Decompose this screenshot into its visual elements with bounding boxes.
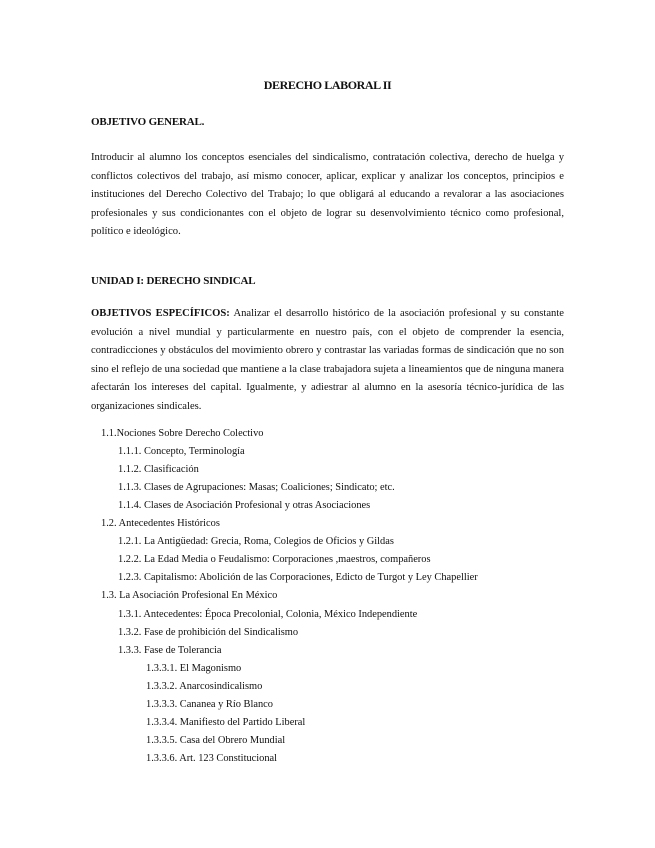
outline-item: 1.2. Antecedentes Históricos — [101, 518, 220, 530]
unidad-heading: UNIDAD I: DERECHO SINDICAL — [91, 275, 256, 287]
outline-item: 1.3.3. Fase de Tolerancia — [118, 644, 222, 656]
objetivo-general-heading: OBJETIVO GENERAL. — [91, 116, 205, 128]
outline-item: 1.1.2. Clasificación — [118, 464, 199, 476]
outline-item: 1.2.3. Capitalismo: Abolición de las Corporaciones, Edicto de Turgot y Ley Chapellier — [118, 572, 478, 584]
outline-item: 1.3. La Asociación Profesional En México — [101, 590, 278, 602]
outline-item: 1.3.3.6. Art. 123 Constitucional — [146, 752, 278, 764]
objetivos-especificos-label: OBJETIVOS ESPECÍFICOS: — [91, 308, 230, 319]
outline-item: 1.3.3.3. Cananea y Río Blanco — [146, 698, 273, 710]
outline-item: 1.1.4. Clases de Asociación Profesional y otras Asociaciones — [118, 500, 371, 512]
outline-item: 1.1.3. Clases de Agrupaciones: Masas; Coaliciones; Sindicato; etc. — [118, 482, 395, 494]
outline-item: 1.1.Nociones Sobre Derecho Colectivo — [101, 428, 264, 439]
outline-item: 1.3.3.4. Manifiesto del Partido Liberal — [146, 716, 306, 728]
outline-item: 1.1.1. Concepto, Terminología — [118, 446, 245, 458]
outline-item: 1.3.3.1. El Magonismo — [146, 662, 242, 674]
outline-item: 1.3.3.5. Casa del Obrero Mundial — [146, 734, 286, 746]
outline-item: 1.3.3.2. Anarcosindicalismo — [146, 680, 263, 692]
outline-item: 1.2.2. La Edad Media o Feudalismo: Corporaciones ,maestros, compañeros — [118, 554, 431, 566]
outline-item: 1.3.1. Antecedentes: Época Precolonial, Colonia, México Independiente — [118, 608, 418, 620]
outline-item: 1.3.2. Fase de prohibición del Sindicalismo — [118, 626, 299, 638]
objetivos-especificos-text: Analizar el desarrollo histórico de la asociación profesional y su constante evolución a nivel mundial y particularmente en nuestro país, con el objeto de comprender la esencia, contradicciones y obstáculos del movimiento obrero y contrastar las variadas formas de sindicación que no son sino el reflejo de una sociedad que mantiene a la clase trabajadora sujeta a lineamientos que de ninguna manera afectarán los intereses del capital. Igualmente, y adiestrar al alumno en la asesoría técnico-jurídica de las organizaciones sindicales. — [91, 308, 564, 412]
objetivo-general-text: Introducir al alumno los conceptos esenciales del sindicalismo, contratación colectiva, derecho de huelga y conflictos colectivos del trabajo, así mismo conocer, aplicar, explicar y analizar los conceptos, principios e instituciones del Derecho Colectivo del Trabajo; lo que obligará al educando a revalorar a las asociaciones profesionales y sus condicionantes con el objeto de lograr su desenvolvimiento técnico como profesional, político e ideológico. — [91, 152, 564, 238]
objetivos-especificos-paragraph — [91, 305, 564, 417]
document-title: DERECHO LABORAL II — [263, 78, 392, 92]
outline-item: 1.2.1. La Antigüedad: Grecia, Roma, Colegios de Oficios y Gildas — [118, 536, 394, 548]
